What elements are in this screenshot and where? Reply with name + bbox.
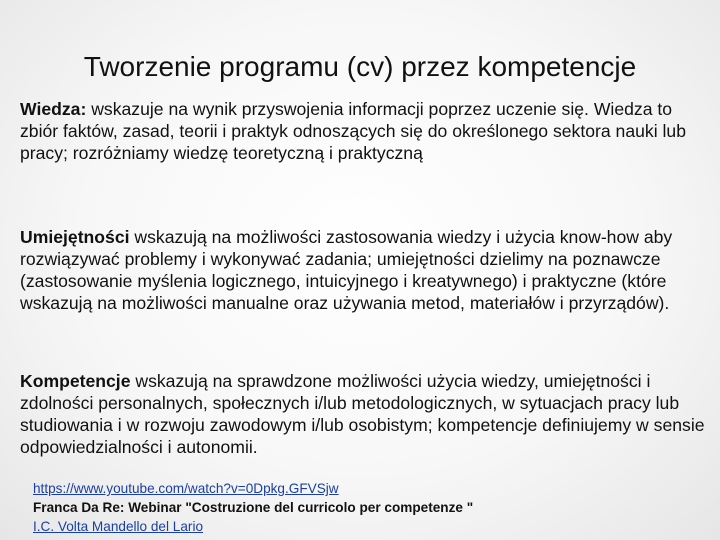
definition-wiedza: wskazuje na wynik przyswojenia informacji poprzez uczenie się. Wiedza to zbiór faktów, zasad, teorii i praktyk odnoszących się do określonego sektora nauki lub pracy; rozróżniamy wiedzę teoretyczną i praktyczną [20, 99, 686, 163]
term-umiejetnosci: Umiejętności [20, 227, 130, 247]
term-kompetencje: Kompetencje [20, 371, 131, 391]
youtube-link[interactable]: https://www.youtube.com/watch?v=0Dpkg.GFVSjw [33, 481, 339, 496]
definition-umiejetnosci: wskazują na możliwości zastosowania wiedzy i użycia know-how aby rozwiązywać problemy i wykonywać zadania; umiejętności dzielimy na poznawcze (zastosowanie myślenia logicznego, intuicyjnego i kreatywnego) i praktyczne (które wskazują na możliwości manualne oraz używania metod, materiałów i przyrządów). [20, 227, 673, 313]
paragraph-wiedza [20, 98, 710, 164]
definition-kompetencje: wskazują na sprawdzone możliwości użycia wiedzy, umiejętności i zdolności personalnych, społecznych i/lub metodologicznych, w sytuacjach pracy lub studiowania i w rozwoju zawodowym i/lub osobistym; kompetencje definiujemy w sensie odpowiedzialności i autonomii. [20, 371, 705, 457]
term-wiedza: Wiedza: [20, 99, 87, 119]
slide-title: Tworzenie programu (cv) przez kompetencje [83, 51, 637, 82]
paragraph-kompetencje [20, 370, 710, 458]
paragraph-umiejetnosci [20, 226, 710, 314]
school-link[interactable]: I.C. Volta Mandello del Lario [33, 519, 204, 534]
webinar-citation: Franca Da Re: Webinar "Costruzione del curricolo per competenze " [33, 500, 474, 515]
references [33, 479, 713, 536]
